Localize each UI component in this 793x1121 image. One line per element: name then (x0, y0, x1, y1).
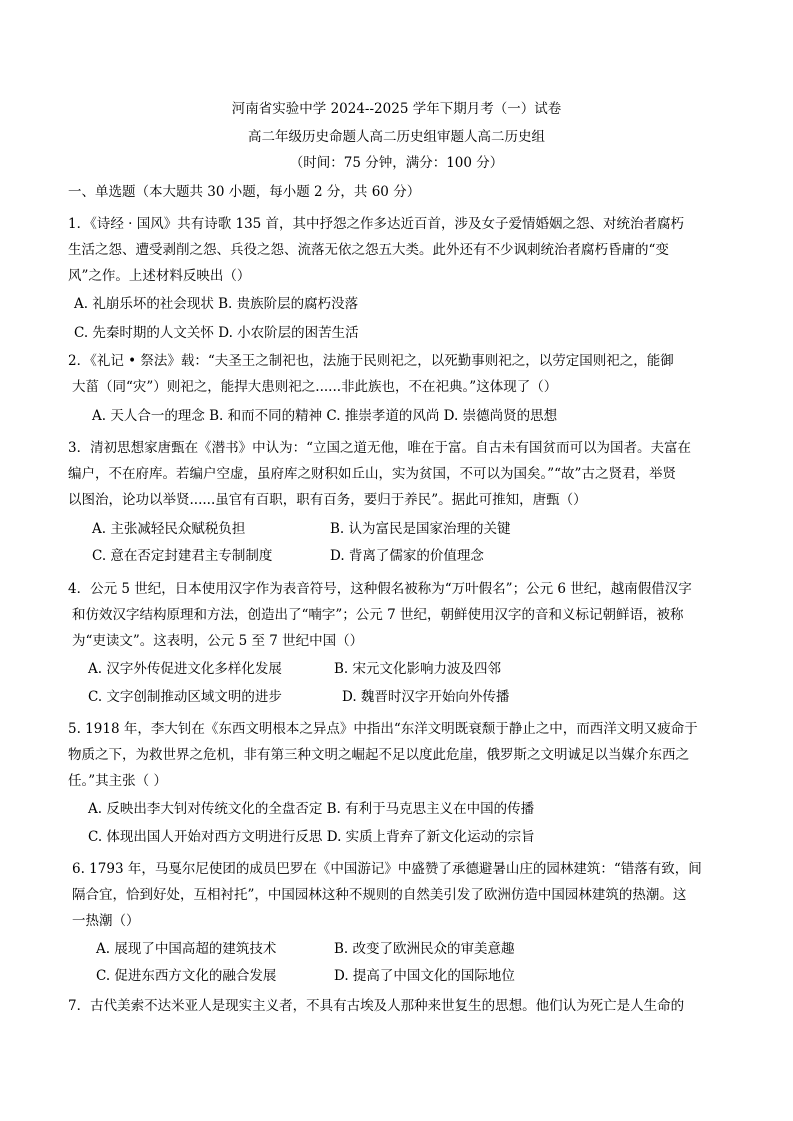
exam-time-info: （时间：75 分钟，满分：100 分） (289, 155, 504, 171)
answer-option-row: A. 天人合一的理念 B. 和而不同的精神 C. 推崇孝道的风尚 D. 崇德尚贤的思想 (92, 408, 558, 424)
question-text-line: 隔合宜，恰到好处，互相衬托”，中国园林这种不规则的自然美引发了欧洲仿造中国园林建筑的热潮。这 (72, 887, 687, 903)
question-text-line: 4．公元 5 世纪，日本使用汉字作为表音符号，这种假名被称为“万叶假名”；公元 6 世纪，越南假借汉字 (68, 581, 692, 597)
question-text-line: 大菑（同“灾”）则祀之，能捍大患则祀之......非此族也，不在祀典。”这体现了（） (72, 379, 558, 395)
question-text-line: 6. 1793 年，马戛尔尼使团的成员巴罗在《中国游记》中盛赞了承德避暑山庄的园林建筑：“错落有致，间 (72, 861, 702, 877)
question-text-line: 5. 1918 年，李大钊在《东西文明根本之异点》中指出“东洋文明既衰颓于静止之中，而西洋文明又疲命于 (68, 721, 698, 737)
answer-option-c: C. 文字创制推动区域文明的进步 (88, 689, 282, 705)
answer-option-c: C. 促进东西方文化的融合发展 (96, 968, 277, 984)
answer-option-d: D. 提高了中国文化的国际地位 (334, 968, 515, 984)
question-text-line: 生活之怨、遭受剥削之怨、兵役之怨、流落无依之怨五大类。此外还有不少讽刺统治者腐朽昏庸的“变 (68, 242, 669, 258)
answer-option-a: A. 主张减轻民众赋税负担 (92, 521, 246, 537)
question-text-line: 物质之下，为救世界之危机，非有第三种文明之崛起不足以度此危崖，俄罗斯之文明诚足以当媒介东西之 (68, 747, 689, 763)
answer-option-a: A. 汉字外传促进文化多样化发展 (88, 661, 282, 677)
question-text-line: 1．《诗经 · 国风》共有诗歌 135 首，其中抒怨之作多达近百首，涉及女子爱情婚姻之怨、对统治者腐朽 (68, 216, 685, 232)
answer-option-d: D. 魏晋时汉字开始向外传播 (342, 689, 510, 705)
answer-option-b: B. 改变了欧洲民众的审美意趣 (334, 941, 515, 957)
question-text-line: 3．清初思想家唐甄在《潜书》中认为：“立国之道无他，唯在于富。自古未有国贫而可以为国者。夫富在 (68, 440, 691, 456)
answer-option-row: A. 礼崩乐坏的社会现状 B. 贵族阶层的腐朽没落 (74, 296, 359, 312)
question-text-line: 任。”其主张（ ） (68, 773, 167, 789)
answer-option-a: A. 展现了中国高超的建筑技术 (96, 941, 277, 957)
question-text-line: 和仿效汉字结构原理和方法，创造出了“喃字”；公元 7 世纪，朝鲜使用汉字的音和义标记朝鲜语，被称 (72, 607, 684, 623)
question-text-line: 为“吏读文”。这表明，公元 5 至 7 世纪中国（） (72, 633, 364, 649)
exam-title: 河南省实验中学 2024--2025 学年下期月考（一）试卷 (231, 101, 562, 117)
question-text-line: 2．《礼记 • 祭法》载：“夫圣王之制祀也，法施于民则祀之，以死勤事则祀之，以劳定国则祀之，能御 (68, 353, 674, 369)
question-text-line: 一热潮（） (72, 913, 140, 929)
question-text-line: 编户，不在府库。若编户空虚，虽府库之财积如丘山，实为贫国，不可以为国矣。”“故”古之贤君，举贤 (68, 466, 676, 482)
answer-option-b: B. 认为富民是国家治理的关键 (330, 521, 511, 537)
answer-option-b: B. 宋元文化影响力波及四邻 (334, 661, 502, 677)
answer-option-row: A. 反映出李大钊对传统文化的全盘否定 B. 有利于马克思主义在中国的传播 (88, 801, 535, 817)
section-heading: 一、单选题（本大题共 30 小题，每小题 2 分，共 60 分） (68, 184, 421, 200)
question-text-line: 7．古代美索不达米亚人是现实主义者，不具有古埃及人那种来世复生的思想。他们认为死亡是人生命的 (68, 998, 685, 1014)
answer-option-row: C. 体现出国人开始对西方文明进行反思 D. 实质上背弃了新文化运动的宗旨 (88, 829, 535, 845)
answer-option-c: C. 意在否定封建君主专制制度 (92, 548, 273, 564)
question-text-line: 以图治，论功以举贤......虽官有百职，职有百务，要归于养民”。据此可推知，唐甄（） (68, 492, 587, 508)
question-text-line: 风”之作。上述材料反映出（） (68, 268, 251, 284)
answer-option-row: C. 先秦时期的人文关怀 D. 小农阶层的困苦生活 (74, 325, 359, 341)
answer-option-d: D. 背离了儒家的价值理念 (330, 548, 484, 564)
exam-subtitle: 高二年级历史命题人高二历史组审题人高二历史组 (248, 129, 545, 145)
